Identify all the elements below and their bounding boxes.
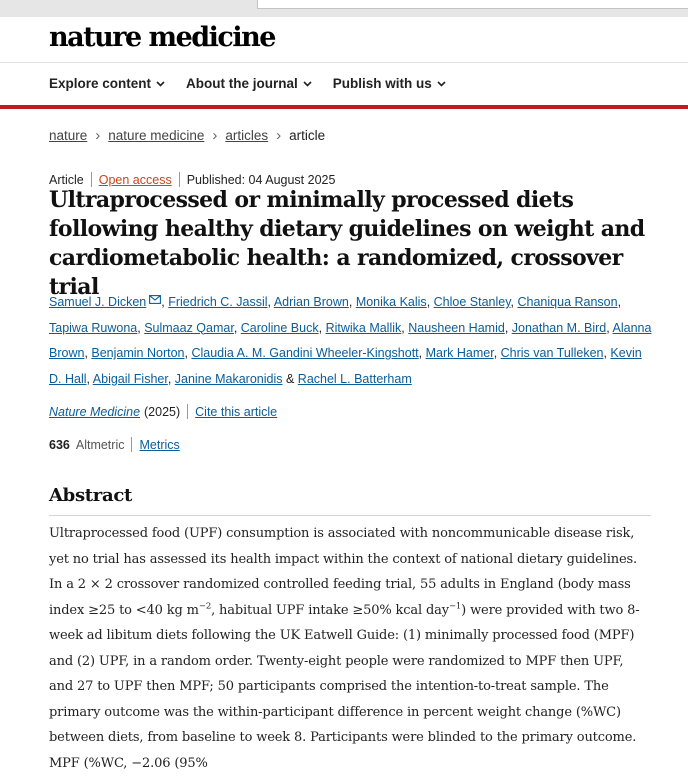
article-title: Ultraprocessed or minimally processed diets following healthy dietary guidelines on weight and cardiometabolic health: a randomized, crossover trial xyxy=(49,187,645,300)
author-link[interactable]: Chloe Stanley xyxy=(433,295,511,309)
browser-chrome-strip xyxy=(0,0,688,17)
abstract-segment: ) were provided with two 8-week ad libitum diets following the UK Eatwell Guide: (1) minimally processed food (MPF) and (2) UPF, in a random order. Twenty-eight people were randomized to MPF then UPF, and 27 to UPF then MPF; 50 participants comprised the intention-to-treat sample. The primary outcome was the within-participant difference in percent weight change (%WC) between diets, from baseline to week 8. Participants were blinded to the primary outcome. MPF (%WC, −2.06 (95% xyxy=(49,602,640,771)
author-link[interactable]: Nausheen Hamid xyxy=(408,320,505,335)
altmetric-label: Altmetric xyxy=(75,437,125,452)
journal-citation xyxy=(49,404,277,419)
published-date: Published: 04 August 2025 xyxy=(186,172,336,187)
nav-about-journal[interactable] xyxy=(186,76,312,91)
nav-publish-with-us[interactable] xyxy=(333,76,446,91)
author-link[interactable]: Abigail Fisher xyxy=(92,371,168,386)
nav-explore-content[interactable] xyxy=(49,76,165,91)
author-link[interactable]: Jonathan M. Bird xyxy=(511,320,607,335)
abstract-superscript: −2 xyxy=(198,601,212,612)
nav-item-label: Explore content xyxy=(49,76,152,91)
journal-name-link[interactable]: Nature Medicine xyxy=(49,404,141,419)
nav-item-label: Publish with us xyxy=(332,76,432,91)
chevron-down-icon xyxy=(156,81,165,87)
author-list: Samuel J. Dicken , Friedrich C. Jassil, Adrian Brown, Monika Kalis, Chloe Stanley, Chaniqua Ranson, Tapiwa Ruwona, Sulmaaz Qamar, Caroline Buck, Ritwika Mallik, Nausheen Hamid, Jonathan M. Bird, Alanna Brown, Benjamin Norton, Claudia A. M. Gandini Wheeler-Kingshott, Mark Hamer, Chris van Tulleken, Kevin D. Hall, Abigail Fisher, Janine Makaronidis & Rachel L. Batterham xyxy=(49,295,652,386)
chevron-right-icon: › xyxy=(276,127,282,144)
open-access-link[interactable]: Open access xyxy=(98,172,172,187)
author-link[interactable]: Ritwika Mallik xyxy=(325,320,402,335)
author-link[interactable]: Kevin D. Hall xyxy=(49,346,642,386)
author-link[interactable]: Chris van Tulleken xyxy=(500,346,604,360)
article-meta xyxy=(49,172,335,187)
breadcrumb-nature[interactable]: nature xyxy=(49,128,88,143)
abstract-text xyxy=(49,521,649,776)
meta-divider xyxy=(187,404,188,419)
abstract-divider xyxy=(49,515,651,516)
abstract-superscript: −1 xyxy=(448,601,462,612)
author-link[interactable]: Monika Kalis xyxy=(355,295,427,309)
chevron-down-icon xyxy=(303,81,312,87)
author-link[interactable]: Friedrich C. Jassil xyxy=(168,295,268,309)
author-link[interactable]: Chaniqua Ranson xyxy=(517,295,618,309)
author-link[interactable]: Janine Makaronidis xyxy=(174,371,283,386)
breadcrumb-current: article xyxy=(289,128,326,143)
author-link[interactable]: Benjamin Norton xyxy=(91,346,185,360)
author-link[interactable]: Samuel J. Dicken xyxy=(49,295,147,309)
meta-divider xyxy=(91,172,92,187)
mail-icon[interactable] xyxy=(149,295,161,304)
brand-accent-bar xyxy=(0,105,688,109)
breadcrumb xyxy=(49,127,325,144)
abstract-segment: Ultraprocessed food (UPF) consumption is associated with noncommunicable disease risk, yet no trial has assessed its health impact within the context of national dietary guidelines. In a 2 × 2 crossover randomized controlled feeding trial, 55 adults in England (body mass index ≥25 to <40 kg m xyxy=(49,526,638,618)
chevron-right-icon: › xyxy=(95,127,101,144)
meta-divider xyxy=(179,172,180,187)
article-metrics xyxy=(49,437,180,452)
breadcrumb-nature-medicine[interactable]: nature medicine xyxy=(108,128,205,143)
chevron-right-icon: › xyxy=(212,127,218,144)
article-type: Article xyxy=(49,172,84,187)
publication-year: (2025) xyxy=(144,404,181,419)
author-link[interactable]: Tapiwa Ruwona xyxy=(49,320,138,335)
abstract-heading: Abstract xyxy=(49,485,133,506)
chevron-down-icon xyxy=(437,81,446,87)
header-divider xyxy=(0,62,688,63)
author-link[interactable]: Caroline Buck xyxy=(240,320,319,335)
author-link[interactable]: Claudia A. M. Gandini Wheeler-Kingshott xyxy=(191,346,419,360)
nav-item-label: About the journal xyxy=(186,76,298,91)
author-link[interactable]: Sulmaaz Qamar xyxy=(144,320,234,335)
meta-divider xyxy=(131,437,132,452)
site-logo[interactable]: nature medicine xyxy=(49,22,275,53)
author-conjunction: & xyxy=(285,371,295,386)
main-nav xyxy=(49,76,446,91)
author-link[interactable]: Adrian Brown xyxy=(273,295,349,309)
abstract-segment: , habitual UPF intake ≥50% kcal day xyxy=(211,602,449,618)
browser-address-box[interactable] xyxy=(257,0,688,9)
altmetric-score: 636 xyxy=(49,437,70,452)
cite-article-link[interactable]: Cite this article xyxy=(195,404,278,419)
breadcrumb-articles[interactable]: articles xyxy=(225,128,269,143)
metrics-link[interactable]: Metrics xyxy=(139,437,180,452)
author-link[interactable]: Alanna Brown xyxy=(49,320,652,360)
author-link[interactable]: Rachel L. Batterham xyxy=(297,371,412,386)
author-link[interactable]: Mark Hamer xyxy=(425,346,494,360)
